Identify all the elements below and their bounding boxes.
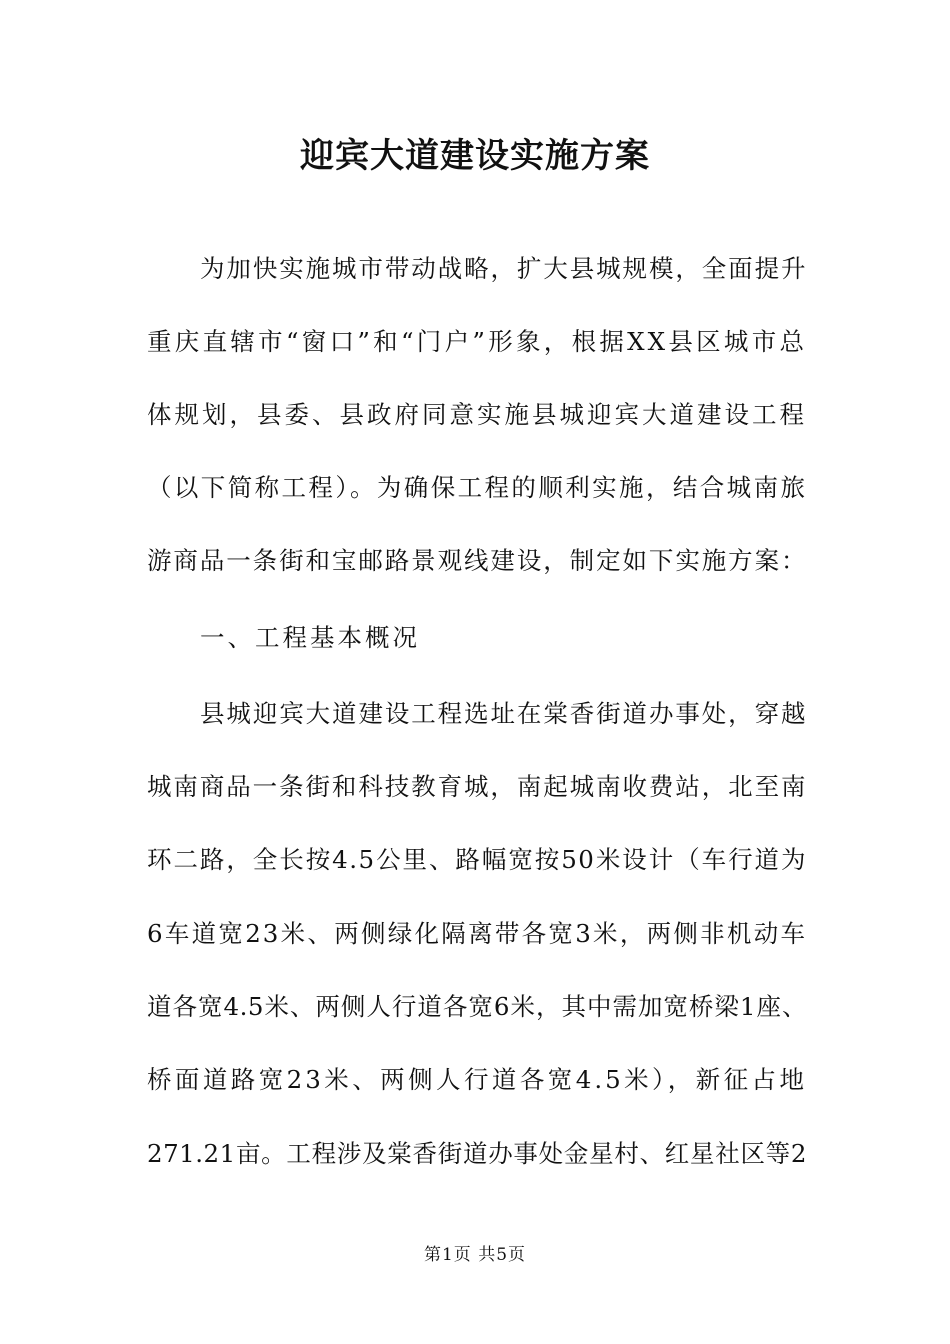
paragraph-line: 道各宽4.5米、两侧人行道各宽6米，其中需加宽桥梁1座、 [147, 992, 807, 1021]
document-title: 迎宾大道建设实施方案 [300, 136, 650, 176]
paragraph-line: 重庆直辖市“窗口”和“门户”形象，根据XX县区城市总 [147, 327, 807, 356]
paragraph-line: 游商品一条街和宝邮路景观线建设，制定如下实施方案： [147, 546, 807, 575]
paragraph-line: 体规划，县委、县政府同意实施县城迎宾大道建设工程 [147, 400, 807, 429]
section-heading: 一、工程基本概况 [200, 623, 420, 652]
paragraph-line: 城南商品一条街和科技教育城，南起城南收费站，北至南 [147, 772, 807, 801]
paragraph-line: 271.21亩。工程涉及棠香街道办事处金星村、红星社区等2 [147, 1139, 807, 1168]
paragraph-line: 6车道宽23米、两侧绿化隔离带各宽3米，两侧非机动车 [147, 919, 807, 948]
paragraph-line: （以下简称工程）。为确保工程的顺利实施，结合城南旅 [147, 473, 807, 502]
paragraph-line: 桥面道路宽23米、两侧人行道各宽4.5米），新征占地 [147, 1065, 807, 1094]
paragraph-line: 环二路，全长按4.5公里、路幅宽按50米设计（车行道为 [147, 845, 807, 874]
page-footer: 第1页 共5页 [423, 1245, 527, 1265]
paragraph-line: 县城迎宾大道建设工程选址在棠香街道办事处，穿越 [200, 699, 807, 728]
paragraph-line: 为加快实施城市带动战略，扩大县城规模，全面提升 [200, 254, 807, 283]
